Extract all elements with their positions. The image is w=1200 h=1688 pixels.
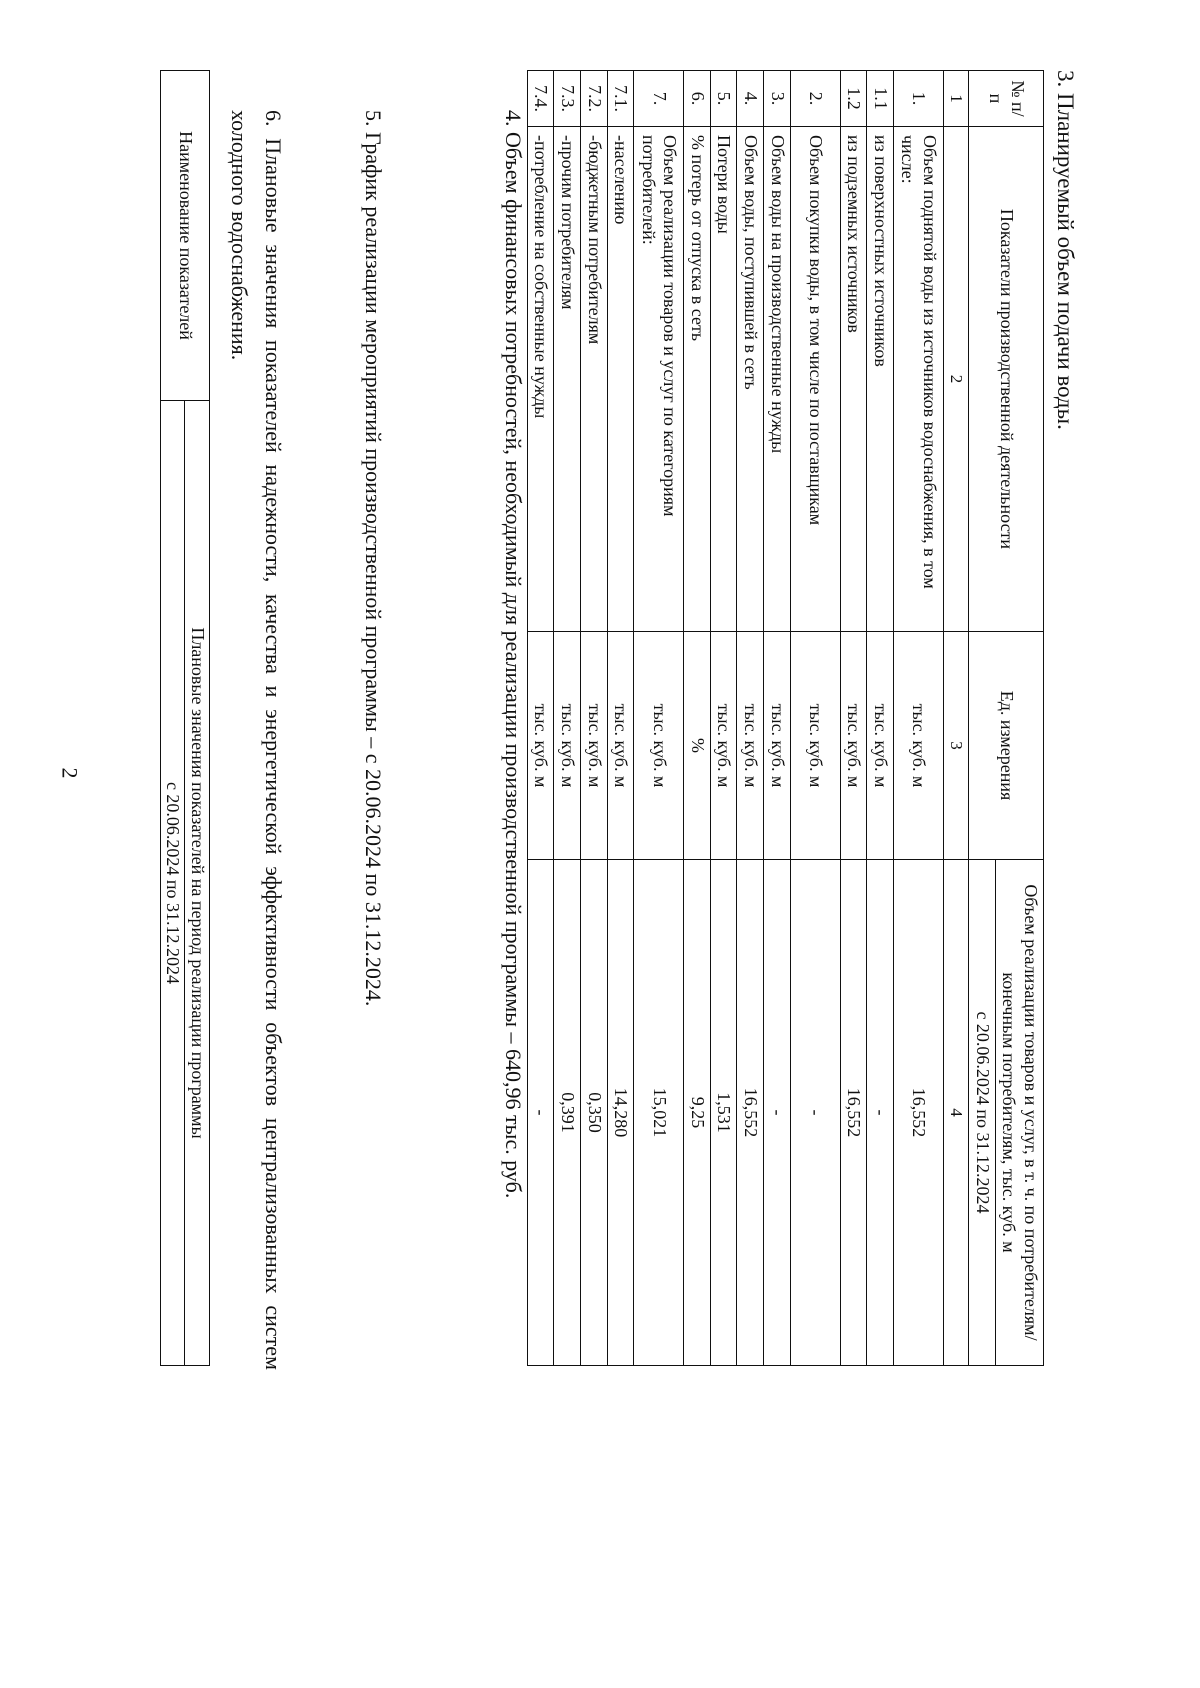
header-volume: Объем реализации товаров и услуг, в т. ч. по потребителям/конечным потребителям, тыс. куб. м bbox=[995, 860, 1043, 1366]
indicators-header-period: с 20.06.2024 по 31.12.2024 bbox=[160, 401, 185, 1366]
section-6-text: 6. Плановые значения показателей надежности, качества и энергетической эффективности объектов централизованных систем холодного водоснабжения. bbox=[226, 110, 286, 1370]
table-row bbox=[867, 71, 894, 1366]
row-value: 14,280 bbox=[607, 860, 634, 1366]
water-supply-table bbox=[527, 70, 1044, 1366]
column-number-row bbox=[943, 71, 968, 1366]
row-indicator: Объем поднятой воды из источников водоснабжения, в том числе: bbox=[893, 127, 943, 632]
column-number: 1 bbox=[943, 71, 968, 127]
column-number: 4 bbox=[943, 860, 968, 1366]
row-num: 3. bbox=[764, 71, 791, 127]
row-indicator: из поверхностных источников bbox=[867, 127, 894, 632]
row-value: - bbox=[764, 860, 791, 1366]
column-number: 2 bbox=[943, 127, 968, 632]
row-num: 7.2. bbox=[581, 71, 608, 127]
table-row bbox=[581, 71, 608, 1366]
table-row bbox=[527, 71, 554, 1366]
row-num: 7.1. bbox=[607, 71, 634, 127]
table-body bbox=[527, 71, 943, 1366]
section-4-text: 4. Объем финансовых потребностей, необходимый для реализации производственной программы – 640,96 тыс. руб. bbox=[501, 110, 526, 1199]
section-5-text: 5. График реализации мероприятий производственной программы – с 20.06.2024 по 31.12.2024. bbox=[361, 110, 386, 1007]
row-indicator: -прочим потребителям bbox=[554, 127, 581, 632]
table-row bbox=[634, 71, 684, 1366]
row-num: 4. bbox=[737, 71, 764, 127]
table-row bbox=[554, 71, 581, 1366]
header-num: № п/п bbox=[969, 71, 1044, 127]
row-value: - bbox=[867, 860, 894, 1366]
row-unit: тыс. куб. м bbox=[710, 632, 737, 860]
row-indicator: из подземных источников bbox=[840, 127, 867, 632]
section-3-title: 3. Планируемый объем подачи воды. bbox=[1053, 70, 1078, 430]
table-row bbox=[893, 71, 943, 1366]
table-row bbox=[840, 71, 867, 1366]
row-num: 6. bbox=[684, 71, 711, 127]
header-indicator: Показатели производственной деятельности bbox=[969, 127, 1044, 632]
row-unit: тыс. куб. м bbox=[764, 632, 791, 860]
row-value: 0,350 bbox=[581, 860, 608, 1366]
row-num: 7.4. bbox=[527, 71, 554, 127]
row-num: 7.3. bbox=[554, 71, 581, 127]
row-indicator: Потери воды bbox=[710, 127, 737, 632]
table-row bbox=[710, 71, 737, 1366]
row-unit: тыс. куб. м bbox=[607, 632, 634, 860]
row-value: - bbox=[790, 860, 840, 1366]
header-unit: Ед. измерения bbox=[969, 632, 1044, 860]
indicators-header-plan: Плановые значения показателей на период реализации программы bbox=[185, 401, 210, 1366]
header-period: с 20.06.2024 по 31.12.2024 bbox=[969, 860, 996, 1366]
row-value: 1,531 bbox=[710, 860, 737, 1366]
row-value: 16,552 bbox=[737, 860, 764, 1366]
row-indicator: -бюджетным потребителям bbox=[581, 127, 608, 632]
row-unit: тыс. куб. м bbox=[527, 632, 554, 860]
table-row bbox=[764, 71, 791, 1366]
table-row bbox=[684, 71, 711, 1366]
row-value: 15,021 bbox=[634, 860, 684, 1366]
row-value: 16,552 bbox=[840, 860, 867, 1366]
row-value: 9,25 bbox=[684, 860, 711, 1366]
table-row bbox=[607, 71, 634, 1366]
table-header-row bbox=[995, 71, 1043, 1366]
document-canvas bbox=[90, 70, 1090, 1570]
table-row bbox=[790, 71, 840, 1366]
indicators-header-name: Наименование показателей bbox=[160, 71, 209, 401]
row-value: 0,391 bbox=[554, 860, 581, 1366]
column-number: 3 bbox=[943, 632, 968, 860]
row-num: 1. bbox=[893, 71, 943, 127]
row-num: 5. bbox=[710, 71, 737, 127]
row-num: 1.2 bbox=[840, 71, 867, 127]
row-indicator: Объем реализации товаров и услуг по категориям потребителей: bbox=[634, 127, 684, 632]
row-indicator: Объем воды, поступившей в сеть bbox=[737, 127, 764, 632]
row-num: 1.1 bbox=[867, 71, 894, 127]
row-value: 16,552 bbox=[893, 860, 943, 1366]
row-indicator: % потерь от отпуска в сеть bbox=[684, 127, 711, 632]
indicators-header-row bbox=[185, 71, 210, 1366]
row-indicator: -населению bbox=[607, 127, 634, 632]
indicators-table bbox=[160, 70, 210, 1366]
row-num: 2. bbox=[790, 71, 840, 127]
row-unit: % bbox=[684, 632, 711, 860]
row-unit: тыс. куб. м bbox=[840, 632, 867, 860]
row-indicator: Объем воды на производственные нужды bbox=[764, 127, 791, 632]
row-unit: тыс. куб. м bbox=[634, 632, 684, 860]
row-indicator: -потребление на собственные нужды bbox=[527, 127, 554, 632]
row-unit: тыс. куб. м bbox=[893, 632, 943, 860]
table-row bbox=[737, 71, 764, 1366]
row-unit: тыс. куб. м bbox=[737, 632, 764, 860]
row-num: 7. bbox=[634, 71, 684, 127]
row-unit: тыс. куб. м bbox=[581, 632, 608, 860]
page-number: 2 bbox=[57, 767, 83, 779]
row-value: - bbox=[527, 860, 554, 1366]
row-unit: тыс. куб. м bbox=[867, 632, 894, 860]
row-unit: тыс. куб. м bbox=[554, 632, 581, 860]
row-indicator: Объем покупки воды, в том числе по поставщикам bbox=[790, 127, 840, 632]
row-unit: тыс. куб. м bbox=[790, 632, 840, 860]
